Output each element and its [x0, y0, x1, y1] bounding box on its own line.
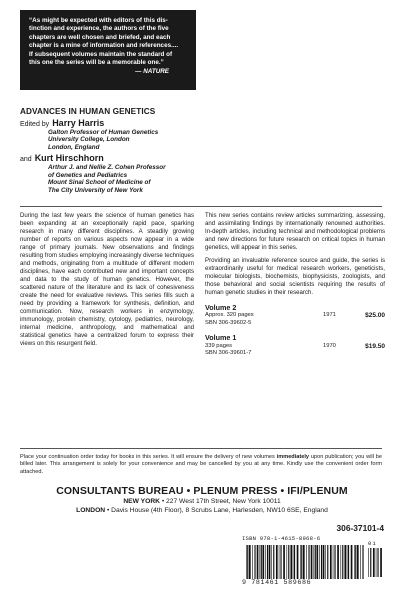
order-note-emphasis: immediately: [276, 454, 310, 460]
quote-line: chapter is a mine of information and references....: [29, 42, 179, 50]
quote-line: chapters are well chosen and briefed, and each: [29, 33, 171, 41]
isbn-barcode: [242, 535, 384, 595]
description-left-column: [20, 212, 194, 348]
city-label: NEW YORK: [123, 498, 160, 505]
barcode-digits: 9 781461 589686: [242, 579, 312, 587]
edited-by-label: Edited by: [20, 121, 50, 128]
quote-line: “As might be expected with editors of this dis-: [29, 17, 168, 24]
barcode-addon-digits: 01: [368, 540, 377, 547]
description-paragraph: Providing an invaluable reference source and guide, the series is extraordinarily useful for medical research workers, geneticists, molecular biologists, biochemists, biophysicists, zoologists, and those behavioral and social scientists requiring the results of human genetic studies in their research.: [205, 257, 385, 296]
barcode-addon-icon: [368, 548, 382, 577]
volume-pages: 339 pages: [205, 342, 233, 349]
editor1-affiliation: Galton Professor of Human Genetics: [48, 128, 159, 136]
volume-price: $25.00: [365, 312, 385, 320]
editor1-affiliation: London, England: [48, 143, 100, 151]
volume-entry: [205, 304, 385, 327]
editor2-affiliation: The City University of New York: [48, 186, 143, 194]
address-text: • 227 West 17th Street, New York 10011: [159, 498, 281, 505]
city-label: LONDON: [76, 507, 106, 514]
divider-top: [20, 206, 382, 207]
quote-line: this one the series will be a memorable one.”: [29, 59, 164, 67]
continuation-order-note: [20, 454, 382, 476]
order-note-text: Place your continuation order today for books in this series. It will ensure the delivery of new volumes: [20, 454, 277, 460]
volume-title: Volume 1: [205, 333, 237, 343]
publisher-block: [20, 485, 384, 515]
volume-year: 1971: [323, 312, 336, 319]
publisher-name: CONSULTANTS BUREAU • PLENUM PRESS • IFI/PLENUM: [56, 485, 348, 497]
volume-pages: Approx. 320 pages: [205, 312, 254, 319]
editor2-affiliation: of Genetics and Pediatrics: [48, 171, 128, 179]
editor2-affiliation: Arthur J. and Nellie Z. Cohen Professor: [48, 163, 166, 171]
description-paragraph: This new series contains review articles summarizing, assessing, and assimilating findings by internationally renowned authorities. In-depth articles, including technical and methodological problems and new directions for future research on critical topics in human genetics, will appear in this series.: [205, 212, 385, 251]
volume-entry: [205, 334, 385, 357]
catalog-number: 306-37101-4: [336, 523, 384, 533]
editor2-name: Kurt Hirschhorn: [34, 153, 104, 164]
volume-title: Volume 2: [205, 303, 237, 312]
editor2-affiliation: Mount Sinai School of Medicine of: [48, 179, 151, 187]
quote-line: If subsequent volumes maintain the standard of: [29, 50, 173, 58]
review-quote-box: [20, 10, 196, 90]
publisher-address-ny: [20, 497, 384, 506]
publisher-address-london: [20, 506, 384, 515]
description-right-column: [205, 212, 385, 357]
divider-bottom: [20, 448, 382, 449]
volume-sbn: SBN 306-39602-5: [205, 319, 252, 326]
order-note-text: upon publication; you will be billed later. This arrangement is solely for your convenience and may be cancelled by you at any time. Kindly use the convenient order form attached.: [20, 454, 382, 475]
quote-source: — NATURE: [135, 68, 169, 76]
and-label: and: [20, 156, 32, 164]
editors-block: [20, 120, 240, 194]
address-text: • Davis House (4th Floor), 8 Scrubs Lane, Harlesden, NW10 6SE, England: [105, 507, 328, 514]
quote-line: tinction and experience, the authors of the five: [29, 25, 169, 33]
volume-sbn: SBN 306-39601-7: [205, 350, 252, 357]
isbn-label: ISBN 978-1-4615-8968-6: [242, 535, 321, 542]
editor1-affiliation: University College, London: [48, 136, 130, 144]
volume-price: $19.50: [365, 342, 385, 350]
series-title: ADVANCES IN HUMAN GENETICS: [20, 107, 156, 116]
volume-year: 1970: [323, 342, 336, 349]
description-paragraph: During the last few years the science of human genetics has been expanding at an exceptionally rapid pace, sparking research in many different disciplines. A steadily growing number of reports on various aspects now appear in a wide range of primary journals. New observations and findings resulting from studies employing increasingly diverse techniques and methods, originating from a multitude of different modern disciplines, have each contributed new and important concepts and data to the study of human genetics. However, the scattered nature of the literature and its lack of cohesiveness create the need for evaluative reviews. This series fills such a need by providing a framework for synthesis, definition, and communication. Now, research workers in enzymology, immunology, protein chemistry, cytology, pediatrics, neurology, internal medicine, anthropology, and mathematical and statistical genetics have a centralized forum to express their views on this resurgent field.: [20, 212, 194, 347]
editor1-name: Harry Harris: [52, 118, 105, 128]
barcode-bars-icon: [246, 545, 364, 579]
